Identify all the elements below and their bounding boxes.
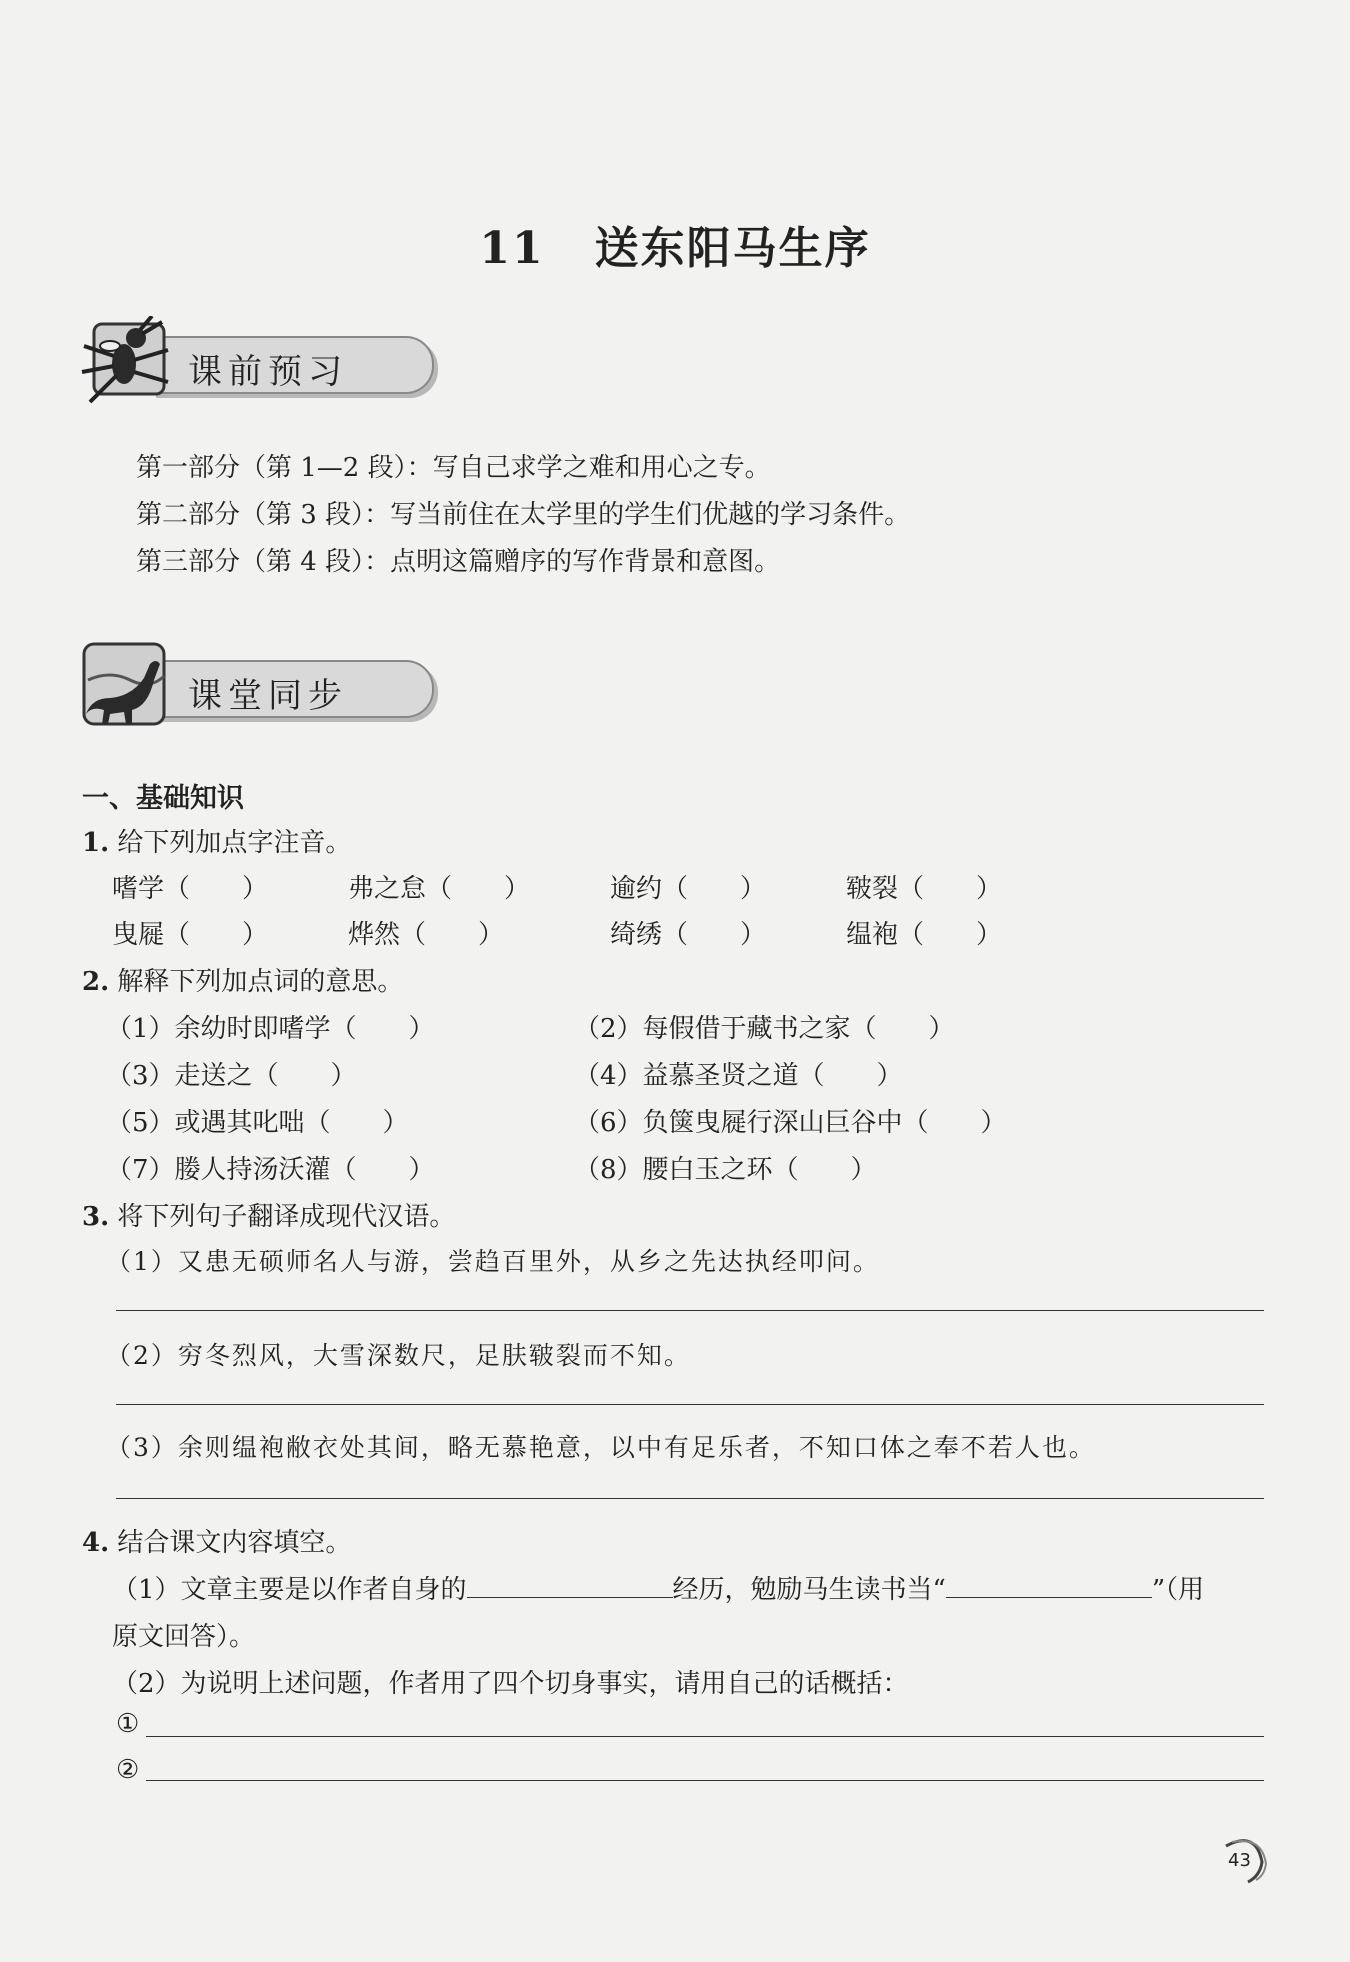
q4-circle-2: ②: [116, 1755, 140, 1785]
q2-item: （3）走送之（ ）: [106, 1061, 357, 1091]
sync-badge-pill: [152, 660, 434, 718]
q1-item: 皲裂（ ）: [846, 874, 1003, 904]
q3-text: 将下列句子翻译成现代汉语。: [117, 1202, 456, 1232]
q1-number: 1.: [82, 828, 110, 858]
q3-answer-line-2[interactable]: [116, 1404, 1264, 1405]
lesson-title: [0, 212, 1350, 276]
q2-number: 2.: [82, 967, 110, 997]
q4-part1-text-a: （1）文章主要是以作者自身的: [112, 1575, 467, 1605]
q3-sentence-2: （2）穷冬烈风，大雪深数尺，足肤皲裂而不知。: [106, 1341, 691, 1370]
q3-answer-line-1[interactable]: [116, 1310, 1264, 1311]
q3-number: 3.: [82, 1202, 110, 1232]
lesson-number: 11: [479, 223, 545, 274]
lesson-name: 送东阳马生序: [594, 223, 871, 274]
page-number-text: 43: [1228, 1850, 1251, 1871]
q4-number: 4.: [82, 1528, 110, 1558]
q4-header: [82, 1522, 351, 1559]
q4-part1: [112, 1569, 1204, 1606]
q4-circle-1: ①: [116, 1709, 140, 1739]
q4-answer-line-1[interactable]: [146, 1736, 1264, 1737]
preview-line-1: 第一部分（第 1—2 段）：写自己求学之难和用心之专。: [136, 453, 771, 483]
q1-item: 曳屣（ ）: [112, 920, 269, 950]
preview-badge-pill: [152, 336, 434, 394]
q3-answer-line-3[interactable]: [116, 1498, 1264, 1499]
preview-badge-label: 课前预习: [188, 352, 348, 392]
q4-part1-text-c: ”（用: [1151, 1575, 1205, 1605]
dinosaur-icon: [80, 640, 172, 732]
section-basic-knowledge: 一、基础知识: [82, 783, 244, 814]
q1-item: 嗜学（ ）: [112, 874, 269, 904]
q1-item: 烨然（ ）: [348, 920, 505, 950]
q2-item: （4）益慕圣贤之道（ ）: [574, 1061, 903, 1091]
q1-text: 给下列加点字注音。: [117, 828, 352, 858]
q2-item: （1）余幼时即嗜学（ ）: [106, 1014, 435, 1044]
q1-item: 缊袍（ ）: [846, 920, 1003, 950]
q2-item: （7）媵人持汤沃灌（ ）: [106, 1155, 435, 1185]
q4-part1-text-b: 经历，勉励马生读书当“: [672, 1575, 946, 1605]
q2-item: （5）或遇其叱咄（ ）: [106, 1108, 409, 1138]
ant-icon: [80, 316, 172, 408]
q2-item: （8）腰白玉之环（ ）: [574, 1155, 877, 1185]
q1-item: 逾约（ ）: [610, 874, 767, 904]
q2-header: [82, 961, 403, 998]
preview-line-2: 第二部分（第 3 段）：写当前住在太学里的学生们优越的学习条件。: [136, 500, 911, 530]
q4-blank-2[interactable]: [946, 1596, 1152, 1598]
q3-sentence-3: （3）余则缊袍敝衣处其间，略无慕艳意，以中有足乐者，不知口体之奉不若人也。: [106, 1433, 1096, 1462]
q3-sentence-1: （1）又患无硕师名人与游，尝趋百里外，从乡之先达执经叩问。: [106, 1247, 880, 1276]
q4-text: 结合课文内容填空。: [117, 1528, 352, 1558]
sync-badge-label: 课堂同步: [188, 676, 348, 716]
q2-item: （2）每假借于藏书之家（ ）: [574, 1014, 955, 1044]
q4-part2: （2）为说明上述问题，作者用了四个切身事实，请用自己的话概括：: [112, 1669, 909, 1699]
preview-line-3: 第三部分（第 4 段）：点明这篇赠序的写作背景和意图。: [136, 547, 781, 577]
q2-item: （6）负箧曳屣行深山巨谷中（ ）: [574, 1108, 1007, 1138]
q4-blank-1[interactable]: [467, 1596, 673, 1598]
q1-item: 绮绣（ ）: [610, 920, 767, 950]
q3-header: [82, 1196, 455, 1233]
q2-text: 解释下列加点词的意思。: [117, 967, 404, 997]
q4-answer-line-2[interactable]: [146, 1780, 1264, 1781]
q1-header: [82, 822, 351, 859]
q4-part1-continued: 原文回答）。: [112, 1622, 256, 1652]
q1-item: 弗之怠（ ）: [348, 874, 531, 904]
page-number: [1222, 1836, 1270, 1884]
